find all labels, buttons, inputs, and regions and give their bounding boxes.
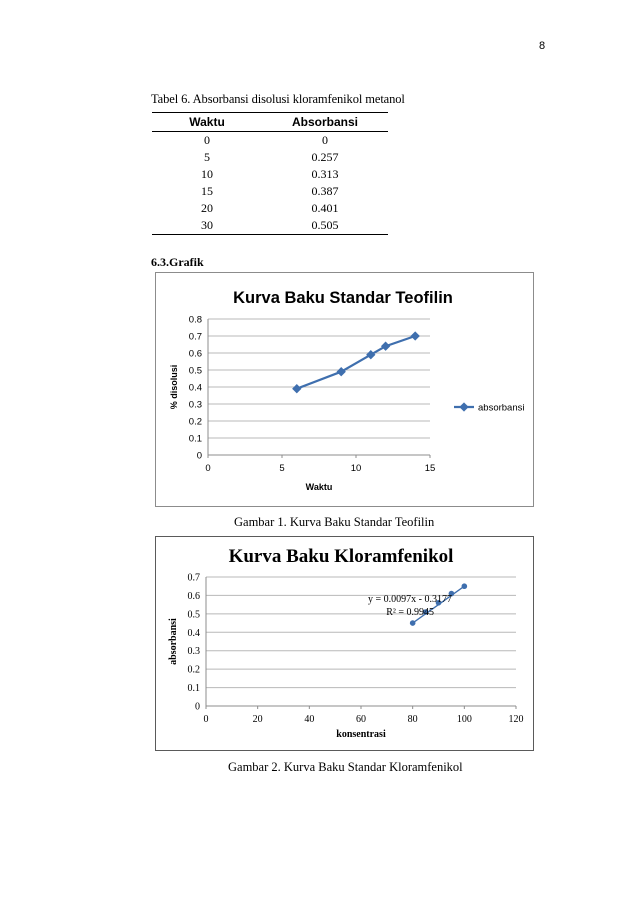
y-tick-label: 0.4 bbox=[187, 627, 200, 639]
y-tick-label: 0.3 bbox=[187, 646, 200, 658]
cell-absorbansi: 0.401 bbox=[311, 201, 339, 215]
chart-kloramfenikol-svg bbox=[156, 537, 533, 750]
cell-waktu: 20 bbox=[201, 201, 213, 215]
y-tick-label: 0.5 bbox=[188, 365, 202, 377]
table-row bbox=[152, 183, 388, 200]
data-point bbox=[410, 620, 416, 626]
table-row bbox=[152, 149, 388, 166]
y-tick-label: 0.7 bbox=[187, 572, 200, 584]
data-point bbox=[337, 367, 346, 376]
data-point bbox=[292, 384, 301, 393]
y-tick-label: 0.1 bbox=[187, 683, 200, 695]
r-squared-label: R² = 0.9945 bbox=[386, 607, 434, 618]
x-tick-label: 80 bbox=[407, 714, 418, 725]
y-tick-label: 0 bbox=[195, 701, 200, 713]
x-tick-label: 15 bbox=[424, 463, 436, 474]
section-heading: 6.3.Grafik bbox=[151, 255, 204, 269]
y-tick-label: 0.6 bbox=[187, 590, 200, 602]
y-tick-label: 0.3 bbox=[188, 399, 202, 411]
x-tick-label: 0 bbox=[203, 714, 209, 725]
cell-waktu: 10 bbox=[201, 167, 213, 181]
legend-marker bbox=[459, 402, 468, 411]
x-tick-label: 60 bbox=[356, 714, 366, 725]
cell-absorbansi: 0.505 bbox=[311, 218, 339, 232]
table-row bbox=[152, 200, 388, 217]
data-point bbox=[381, 342, 390, 351]
header-absorbansi: Absorbansi bbox=[291, 115, 358, 129]
x-tick-label: 5 bbox=[279, 463, 285, 474]
page-number: 8 bbox=[539, 40, 546, 52]
cell-absorbansi: 0.257 bbox=[311, 150, 339, 164]
y-tick-label: 0.4 bbox=[188, 382, 202, 394]
cell-absorbansi: 0 bbox=[322, 133, 328, 147]
data-table bbox=[152, 112, 388, 235]
y-tick-label: 0.2 bbox=[187, 664, 200, 676]
x-tick-label: 40 bbox=[304, 714, 315, 725]
cell-absorbansi: 0.313 bbox=[311, 167, 339, 181]
cell-waktu: 15 bbox=[201, 184, 213, 198]
x-tick-label: 10 bbox=[350, 463, 362, 474]
series-line bbox=[297, 336, 415, 389]
y-tick-label: 0.8 bbox=[188, 314, 202, 326]
cell-waktu: 0 bbox=[204, 133, 210, 147]
y-tick-label: 0 bbox=[196, 450, 202, 462]
legend-label: absorbansi bbox=[478, 402, 525, 414]
chart-title: Kurva Baku Kloramfenikol bbox=[228, 546, 454, 567]
chart-teofilin bbox=[155, 272, 534, 507]
y-tick-label: 0.5 bbox=[187, 609, 200, 621]
x-tick-label: 120 bbox=[508, 714, 524, 725]
x-axis-label: Waktu bbox=[305, 482, 333, 492]
regression-equation: y = 0.0097x - 0.3177 bbox=[368, 594, 452, 605]
cell-waktu: 5 bbox=[204, 150, 210, 164]
table-row bbox=[152, 166, 388, 183]
chart-kloramfenikol bbox=[155, 536, 534, 751]
figure1-caption: Gambar 1. Kurva Baku Standar Teofilin bbox=[234, 515, 435, 529]
y-axis-label: % disolusi bbox=[169, 364, 179, 410]
x-axis-label: konsentrasi bbox=[336, 729, 386, 740]
table-row bbox=[152, 132, 388, 150]
x-tick-label: 0 bbox=[205, 463, 211, 474]
table-caption: Tabel 6. Absorbansi disolusi kloramfenikol metanol bbox=[151, 92, 405, 106]
data-point bbox=[411, 331, 420, 340]
x-tick-label: 20 bbox=[252, 714, 263, 725]
y-tick-label: 0.1 bbox=[188, 433, 202, 445]
x-tick-label: 100 bbox=[456, 714, 472, 725]
table-row bbox=[152, 217, 388, 235]
cell-waktu: 30 bbox=[201, 218, 213, 232]
y-tick-label: 0.2 bbox=[188, 416, 202, 428]
data-point bbox=[462, 583, 468, 589]
y-axis-label: absorbansi bbox=[168, 618, 179, 665]
table-header-row bbox=[152, 113, 388, 132]
figure2-caption: Gambar 2. Kurva Baku Standar Kloramfenikol bbox=[228, 760, 463, 774]
y-tick-label: 0.7 bbox=[188, 331, 202, 343]
chart-teofilin-svg bbox=[156, 273, 533, 506]
cell-absorbansi: 0.387 bbox=[311, 184, 339, 198]
y-tick-label: 0.6 bbox=[188, 348, 202, 360]
chart-title: Kurva Baku Standar Teofilin bbox=[233, 289, 453, 307]
header-waktu: Waktu bbox=[189, 115, 225, 129]
data-point bbox=[366, 350, 375, 359]
